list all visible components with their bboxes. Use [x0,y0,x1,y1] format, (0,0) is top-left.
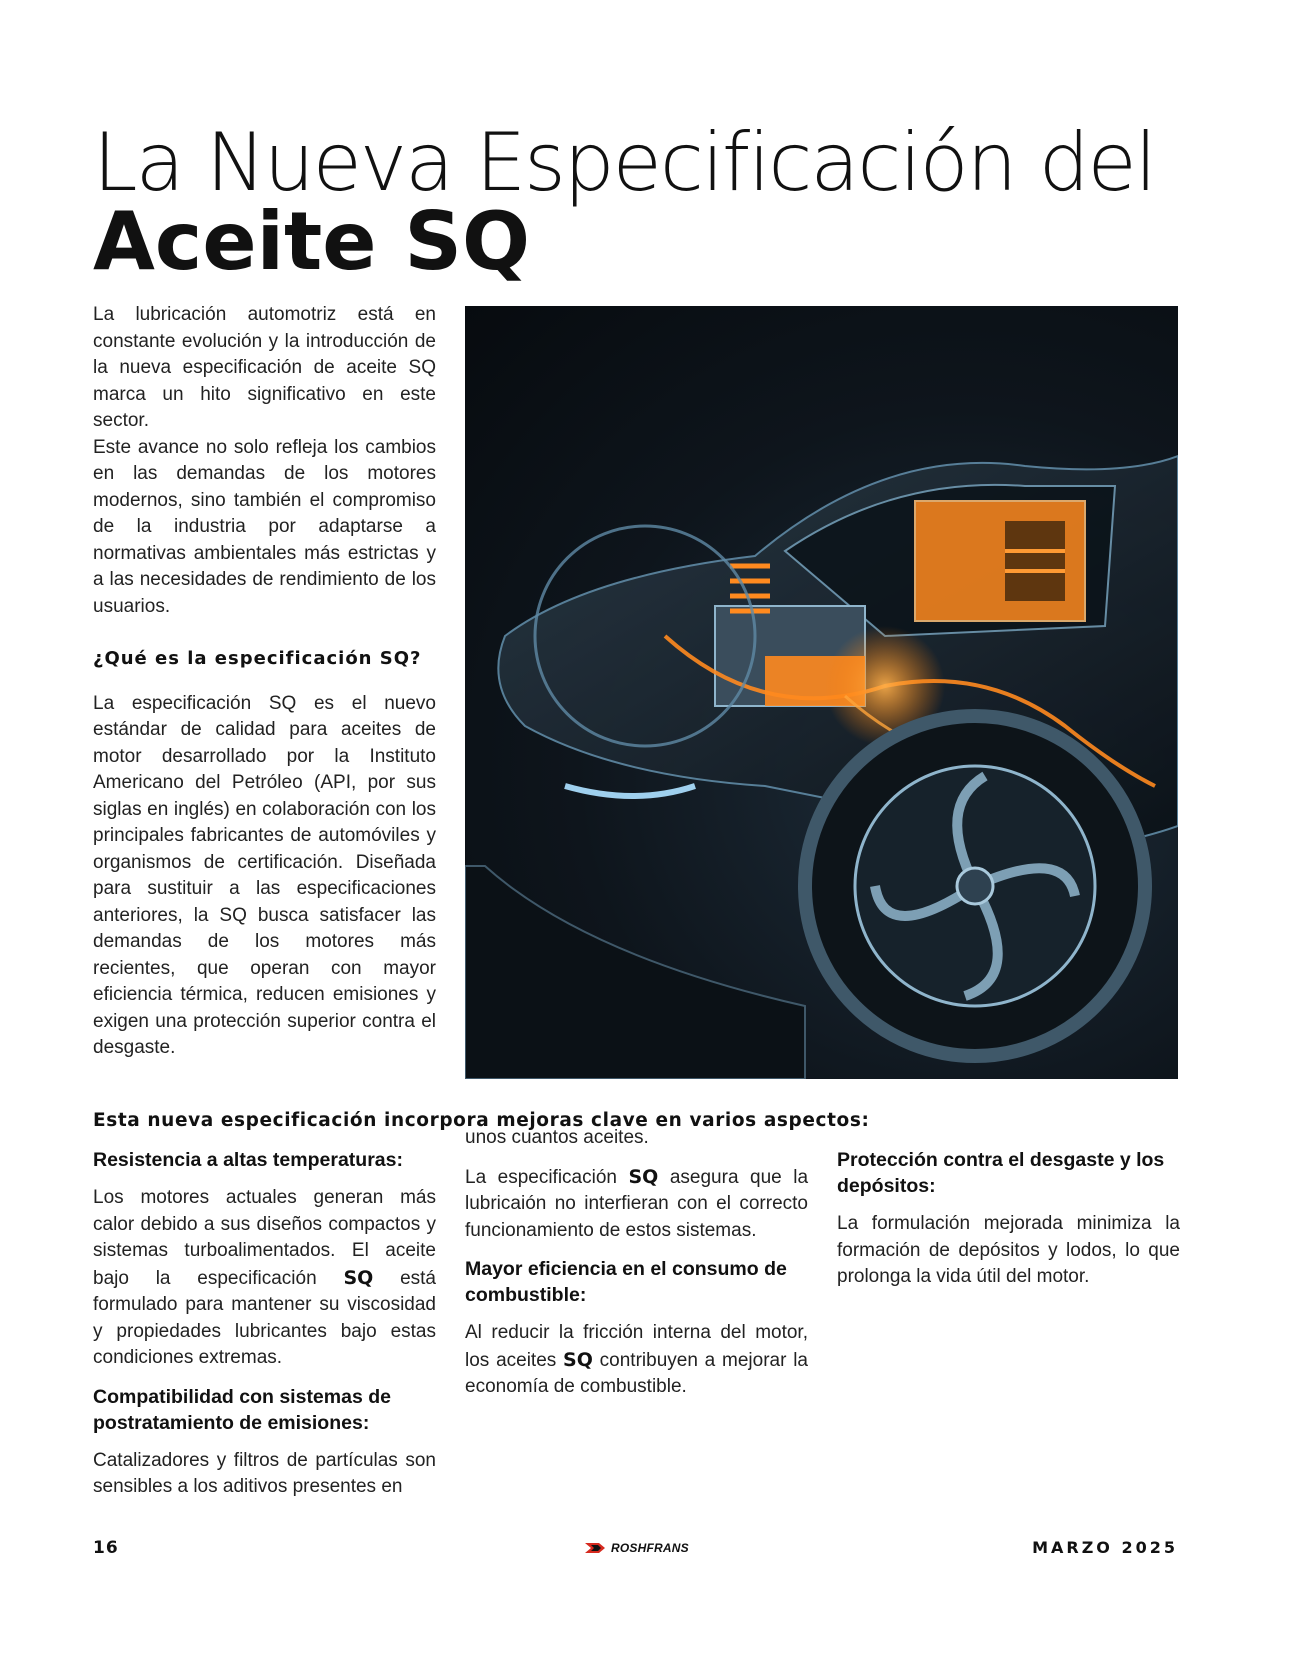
title-line-1: La Nueva Especificación del [93,116,1155,209]
emissions-text2-before: La especificación [465,1166,617,1188]
emissions-text-2 [465,1164,808,1245]
question-heading: ¿Qué es la especificación SQ? [93,648,422,669]
improvements-column-3 [837,1147,1180,1303]
roshfrans-arrow-icon [585,1541,609,1555]
temp-text-before: Los motores actuales generan más calor debido a sus diseños compactos y sistemas turboalimentados. El aceite bajo la especificación [93,1187,436,1289]
temp-heading: Resistencia a altas temperaturas: [93,1149,403,1171]
improvements-column-1 [93,1147,436,1513]
car-xray-image [465,306,1178,1079]
temp-text [93,1185,436,1372]
improvements-intro: Esta nueva especificación incorpora mejoras clave en varios aspectos: [93,1110,870,1131]
fuel-heading: Mayor eficiencia en el consumo de combustible: [465,1258,787,1306]
emissions-text-part2: unos cuantos aceites. [465,1127,649,1148]
intro-column [93,302,436,1062]
roshfrans-logo [585,1538,689,1558]
intro-paragraph-1: La lubricación automotriz está en constante evolución y la introducción de la nueva especificación de aceite SQ marca un hito significativo en este sector. [93,304,436,431]
title-line-2: Aceite SQ [93,195,530,288]
wear-text: La formulación mejorada minimiza la formación de depósitos y lodos, lo que prolonga la vida útil del motor. [837,1213,1180,1287]
emissions-text-part1: Catalizadores y filtros de partículas son sensibles a los aditivos presentes en [93,1449,436,1497]
page-number: 16 [93,1538,119,1558]
emissions-heading: Compatibilidad con sistemas de postratamiento de emisiones: [93,1385,391,1434]
improvements-column-2 [465,1127,809,1413]
sq-label: SQ [628,1165,659,1188]
fuel-text [465,1320,808,1401]
sq-label: SQ [563,1348,593,1371]
brand-name: ROSHFRANS [611,1541,689,1555]
fuel-text-before: Al reducir la fricción interna del motor, los aceites [465,1322,808,1371]
issue-date: MARZO 2025 [1032,1538,1178,1557]
temp-text-after: está formulado para mantener su viscosidad y propiedades lubricantes bajo estas condiciones extremas. [93,1267,436,1368]
sq-label: SQ [343,1266,374,1289]
fuel-text-after: contribuyen a mejorar la economía de combustible. [465,1349,808,1397]
intro-paragraph-3: La especificación SQ es el nuevo estándar de calidad para aceites de motor desarrollado por la Instituto Americano del Petróleo (API, por sus siglas en inglés) en colaboración con los principales fabricantes de automóviles y organismos de certificación. Diseñada para sustituir a las especificaciones anteriores, la SQ busca satisfacer las demandas de los motores más recientes, que operan con mayor eficiencia térmica, reducen emisiones y exigen una protección superior contra el desgaste. [93,692,436,1058]
wear-heading: Protección contra el desgaste y los depósitos: [837,1149,1165,1197]
car-cutaway-illustration [465,306,1178,1079]
emissions-text2-after: asegura que la lubricaión no interfieran con el correcto funcionamiento de estos sistemas. [465,1166,809,1241]
intro-paragraph-2: Este avance no solo refleja los cambios en las demandas de los motores modernos, sino también el compromiso de la industria por adaptarse a normativas ambientales más estrictas y a las necesidades de rendimiento de los usuarios. [93,436,436,617]
